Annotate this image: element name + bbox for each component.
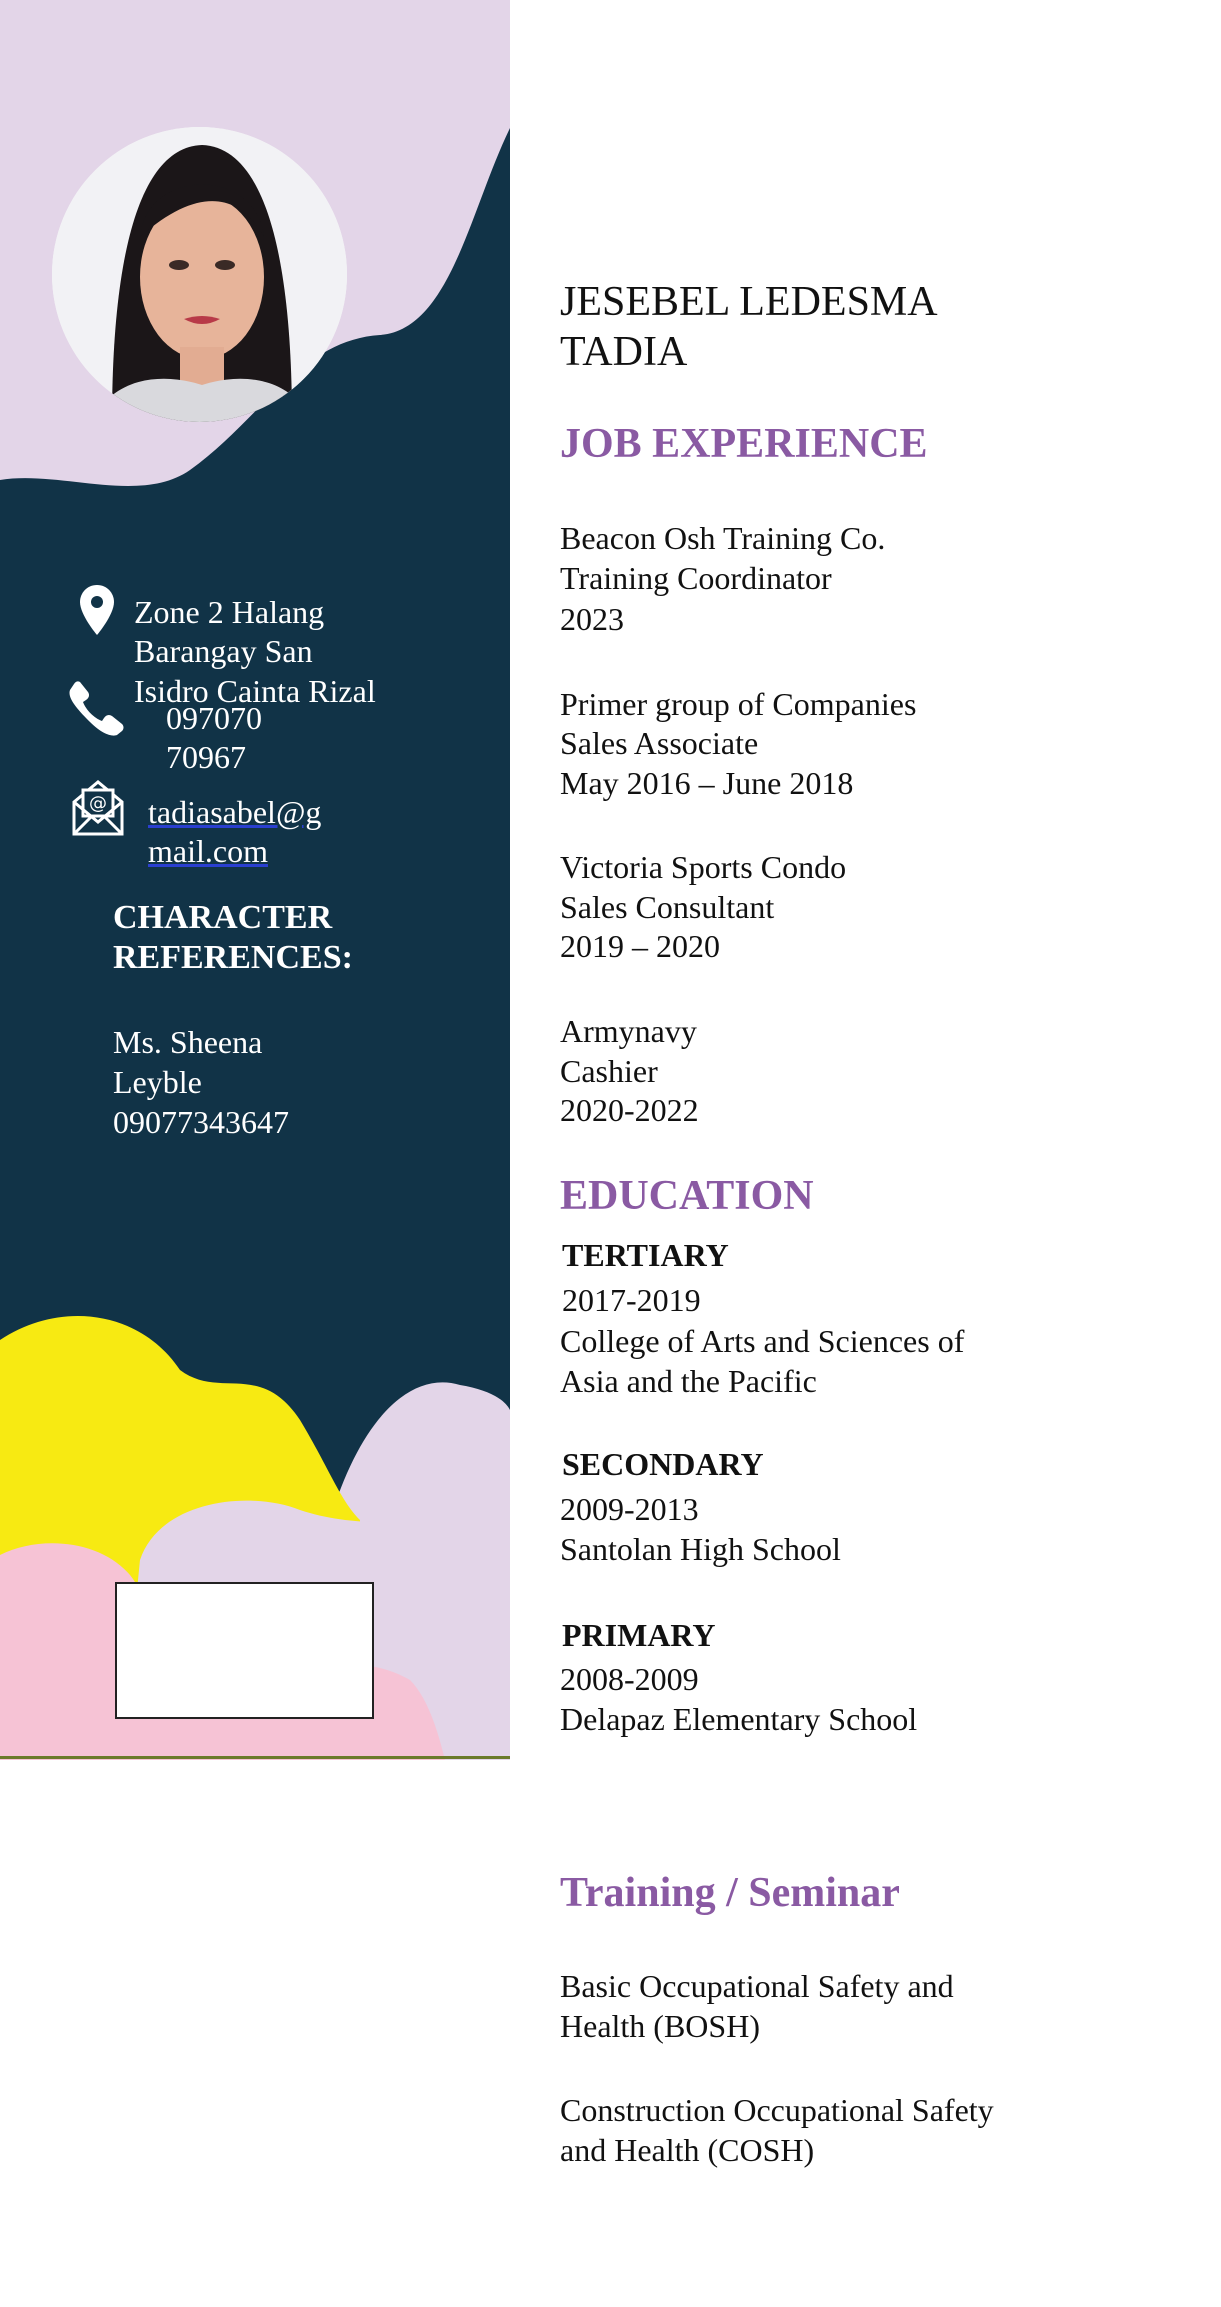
sidebar-bottom-border — [0, 1756, 510, 1759]
education-school: Santolan High School — [560, 1531, 841, 1567]
education-school: Asia and the Pacific — [560, 1363, 817, 1399]
education-school: Delapaz Elementary School — [560, 1701, 918, 1737]
job-dates: May 2016 – June 2018 — [560, 765, 854, 801]
training-heading: Training / Seminar — [560, 1870, 900, 1916]
training-item: and Health (COSH) — [560, 2132, 815, 2168]
education-years: 2008-2009 — [560, 1661, 699, 1697]
address-line: Isidro Cainta Rizal — [134, 673, 376, 709]
job-experience-heading: JOB EXPERIENCE — [560, 421, 928, 467]
training-item: Health (BOSH) — [560, 2008, 760, 2044]
job-company: Beacon Osh Training Co. — [560, 520, 886, 556]
job-dates: 2020-2022 — [560, 1092, 699, 1128]
references-title: CHARACTER — [113, 899, 333, 936]
education-school: College of Arts and Sciences of — [560, 1323, 965, 1359]
education-years: 2009-2013 — [560, 1491, 699, 1527]
phone-number-line: 097070 — [166, 700, 262, 736]
job-dates: 2023 — [560, 601, 624, 637]
full-name: JESEBEL LEDESMA — [560, 279, 938, 325]
reference-line: 09077343647 — [113, 1104, 289, 1140]
job-dates: 2019 – 2020 — [560, 928, 720, 964]
phone-icon — [68, 680, 124, 736]
address-line: Zone 2 Halang — [134, 594, 325, 630]
job-company: Armynavy — [560, 1013, 697, 1049]
location-pin-icon — [80, 585, 114, 635]
full-name: TADIA — [560, 329, 688, 375]
job-role: Cashier — [560, 1053, 658, 1089]
profile-photo — [52, 127, 347, 422]
email-icon — [70, 778, 126, 836]
empty-box — [115, 1582, 374, 1719]
reference-line: Leyble — [113, 1064, 202, 1100]
job-role: Sales Consultant — [560, 889, 775, 925]
education-years: 2017-2019 — [562, 1282, 701, 1318]
job-company: Victoria Sports Condo — [560, 849, 847, 885]
training-item: Basic Occupational Safety and — [560, 1968, 954, 2004]
education-level: TERTIARY — [562, 1237, 729, 1273]
training-item: Construction Occupational Safety — [560, 2092, 994, 2128]
job-company: Primer group of Companies — [560, 686, 917, 722]
reference-line: Ms. Sheena — [113, 1024, 263, 1060]
sidebar — [0, 0, 510, 1760]
job-role: Sales Associate — [560, 725, 759, 761]
education-heading: EDUCATION — [560, 1173, 814, 1219]
email-link[interactable]: tadiasabel@g — [148, 794, 322, 830]
phone-number-line: 70967 — [166, 739, 246, 775]
email-link[interactable]: mail.com — [148, 833, 268, 869]
references-title: REFERENCES: — [113, 939, 353, 976]
education-level: SECONDARY — [562, 1446, 764, 1482]
portrait-illustration — [52, 127, 347, 422]
job-role: Training Coordinator — [560, 560, 832, 596]
svg-text:@: @ — [89, 793, 107, 814]
education-level: PRIMARY — [562, 1617, 716, 1653]
address-line: Barangay San — [134, 633, 313, 669]
